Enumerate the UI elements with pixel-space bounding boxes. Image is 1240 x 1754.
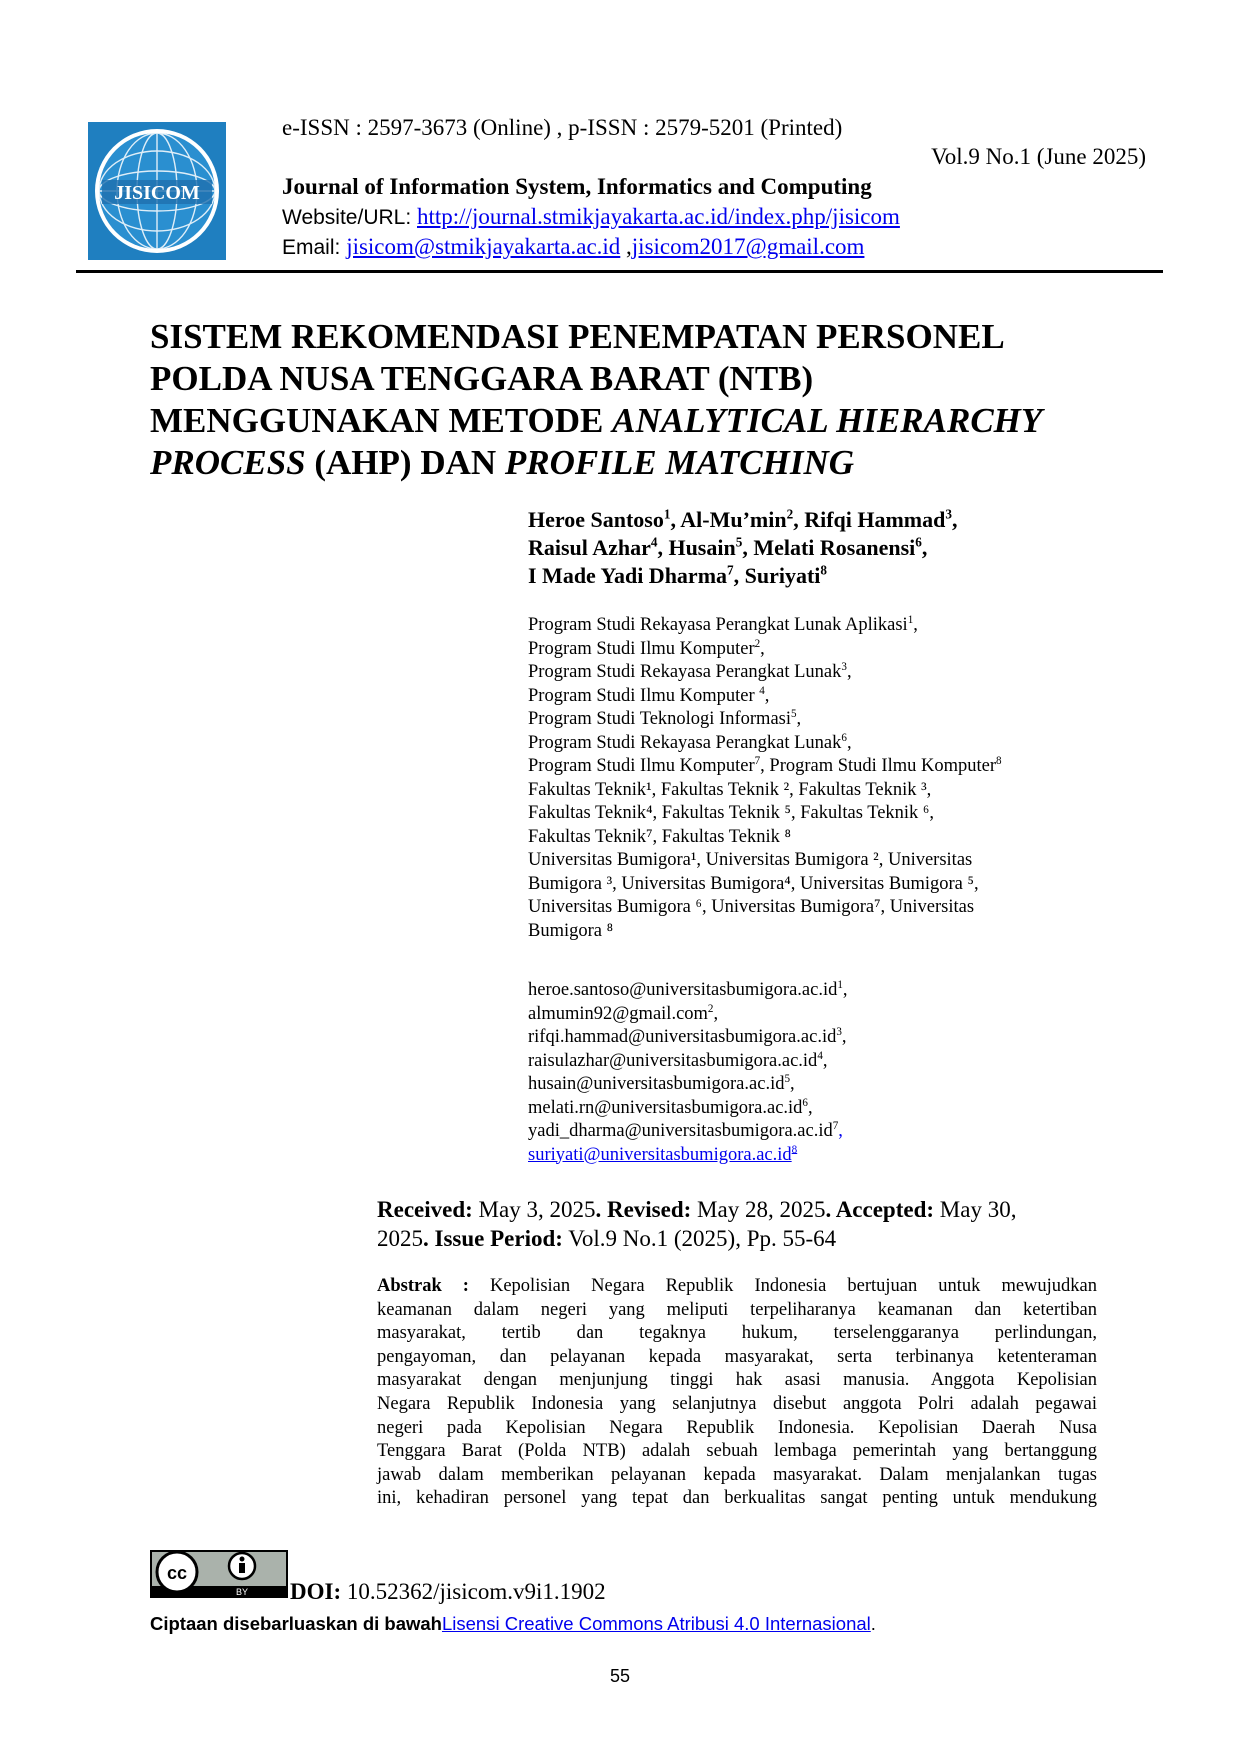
received-label: Received: — [377, 1197, 473, 1222]
title-line-3-normal: MENGGUNAKAN METODE — [150, 401, 613, 440]
email-sup: 3 — [836, 1025, 842, 1038]
author-name: Raisul Azhar — [528, 535, 651, 560]
title-line-3-italic: ANALYTICAL HIERARCHY — [612, 401, 1043, 440]
email-text: yadi_dharma@universitasbumigora.ac.id — [528, 1121, 833, 1141]
email-sup: 4 — [817, 1049, 823, 1062]
page-number: 55 — [609, 1666, 631, 1686]
author-list — [528, 506, 1148, 590]
university-line: Universitas Bumigora ⁶, Universitas Bumigora⁷, Universitas — [528, 897, 975, 917]
author-sep: , — [921, 535, 928, 560]
email-tail: , — [842, 980, 848, 1000]
email-text: heroe.santoso@universitasbumigora.ac.id — [528, 980, 838, 1000]
author-name: Rifqi Hammad — [804, 507, 946, 532]
university-line: Bumigora ⁸ — [528, 920, 614, 941]
author-sep: , — [657, 535, 669, 560]
author-name: Suriyati — [744, 563, 821, 588]
program-sup: 1 — [907, 613, 914, 626]
program-text: Program Studi Teknologi Informasi — [528, 709, 791, 729]
issue-period: Vol.9 No.1 (2025), Pp. 55-64 — [562, 1226, 837, 1251]
website-line — [282, 202, 900, 233]
program-line — [528, 755, 1068, 779]
faculty-line: Fakultas Teknik⁴, Fakultas Teknik ⁵, Fakultas Teknik ⁶, — [528, 803, 934, 823]
revised-label: . Revised: — [595, 1197, 692, 1222]
faculty-line: Fakultas Teknik¹, Fakultas Teknik ², Fakultas Teknik ³, — [528, 779, 932, 800]
author-sup: 1 — [663, 506, 671, 522]
program-text: Program Studi Rekayasa Perangkat Lunak — [528, 662, 842, 682]
author-sup: 2 — [786, 506, 794, 522]
abstract-line: Negara Republik Indonesia yang selanjutnya disebut anggota Polri adalah pegawai — [377, 1393, 1097, 1414]
program-line — [528, 708, 1068, 732]
program-sup: 8 — [996, 754, 1002, 767]
author-line-3 — [528, 562, 1148, 590]
program-sup: 2 — [754, 637, 761, 650]
website-label: Website/URL: — [282, 206, 417, 229]
author-name: I Made Yadi Dharma — [528, 563, 728, 588]
email-tail: , — [841, 1027, 847, 1047]
author-sep: , — [742, 535, 754, 560]
email-tail: , — [822, 1050, 828, 1071]
email-item — [528, 1073, 1068, 1097]
author-sup: 8 — [820, 562, 828, 578]
revised-date: May 28, 2025 — [691, 1197, 826, 1222]
program-line — [528, 661, 1068, 685]
author-name: Heroe Santoso — [528, 507, 664, 532]
email-text: melati.rn@universitasbumigora.ac.id — [528, 1097, 803, 1118]
paper-title — [150, 316, 1110, 484]
program-tail: , Program Studi Ilmu Komputer — [760, 756, 997, 776]
author-name: Melati Rosanensi — [753, 535, 916, 560]
program-tail: , — [846, 732, 852, 753]
author-name: Al-Mu’min — [680, 507, 787, 532]
title-line-3 — [150, 400, 1110, 442]
email-link-2[interactable]: jisicom2017@gmail.com — [631, 234, 865, 259]
cc-text: cc — [166, 1563, 188, 1583]
author-sup: 4 — [650, 534, 658, 550]
email-sup: 7 — [832, 1119, 839, 1132]
program-sup: 7 — [754, 754, 761, 767]
abstract-line: keamanan dalam negeri yang meliputi terpeliharanya keamanan dan ketertiban — [377, 1299, 1097, 1320]
author-emails — [528, 979, 1068, 1167]
author-sup: 3 — [945, 506, 952, 522]
author-line-1 — [528, 506, 1148, 534]
abstract-line — [377, 1275, 1097, 1299]
abstract-line: masyarakat dengan menjunjung tinggi hak asasi manusia. Anggota Kepolisian — [377, 1370, 1097, 1391]
abstract-line: pengayoman, dan pelayanan kepada masyarakat, serta terbinanya ketenteraman — [377, 1346, 1097, 1367]
program-tail: , — [796, 709, 802, 729]
email-text: rifqi.hammad@universitasbumigora.ac.id — [528, 1027, 837, 1047]
logo-text: JISICOM — [114, 182, 200, 204]
author-sep: , — [951, 507, 958, 532]
program-tail: , — [846, 662, 852, 682]
email-sup: 8 — [791, 1143, 798, 1156]
affiliation-programs — [528, 614, 1068, 943]
program-line — [528, 638, 1068, 662]
program-text: Program Studi Ilmu Komputer — [528, 638, 755, 659]
title-line-4-italic-2: PROFILE MATCHING — [504, 443, 855, 482]
author-sup: 6 — [915, 534, 922, 550]
accepted-label: . Accepted: — [825, 1197, 935, 1222]
email-sup: 6 — [802, 1096, 808, 1109]
title-line-2: POLDA NUSA TENGGARA BARAT (NTB) — [150, 359, 814, 398]
email-sup: 5 — [784, 1072, 790, 1085]
email-label: Email: — [282, 236, 347, 259]
faculty-line: Fakultas Teknik⁷, Fakultas Teknik ⁸ — [528, 826, 791, 847]
program-line — [528, 732, 1068, 756]
article-dates — [377, 1195, 1077, 1253]
email-sup: 2 — [707, 1002, 714, 1015]
email-tail: , — [838, 1121, 843, 1141]
abstract-text: Kepolisian Negara Republik Indonesia bertujuan untuk mewujudkan — [489, 1276, 1098, 1296]
email-item — [528, 979, 1068, 1003]
license-link[interactable]: Lisensi Creative Commons Atribusi 4.0 Internasional — [441, 1613, 871, 1634]
email-item — [528, 1026, 1068, 1050]
abstract-line: jawab dalam memberikan pelayanan kepada masyarakat. Dalam menjalankan tugas — [377, 1464, 1097, 1485]
email-item[interactable] — [528, 1144, 1068, 1168]
abstract-line: Tenggara Barat (Polda NTB) adalah sebuah lembaga pemerintah yang bertanggung — [377, 1441, 1097, 1462]
email-tail: , — [790, 1074, 795, 1094]
program-sup: 6 — [841, 731, 847, 744]
email-text: husain@universitasbumigora.ac.id — [528, 1074, 785, 1094]
license-suffix: . — [870, 1613, 876, 1634]
author-sup: 7 — [727, 562, 734, 578]
email-line — [282, 232, 864, 263]
program-text: Program Studi Rekayasa Perangkat Lunak Aplikasi — [528, 615, 908, 635]
email-text: raisulazhar@universitasbumigora.ac.id — [528, 1050, 818, 1071]
abstract-line: negeri pada Kepolisian Negara Republik Indonesia. Kepolisian Daerah Nusa — [377, 1417, 1097, 1438]
title-line-1: SISTEM REKOMENDASI PENEMPATAN PERSONEL — [150, 317, 1005, 356]
university-line: Universitas Bumigora¹, Universitas Bumigora ², Universitas — [528, 850, 973, 870]
program-sup: 3 — [841, 660, 847, 673]
program-text: Program Studi Ilmu Komputer — [528, 685, 760, 706]
accepted-date: May 30, — [934, 1197, 1017, 1222]
university-line: Bumigora ³, Universitas Bumigora⁴, Universitas Bumigora ⁵, — [528, 873, 979, 894]
license-prefix: Ciptaan disebarluaskan di bawah — [150, 1613, 442, 1634]
author-sep: , — [670, 507, 681, 532]
email-item — [528, 1050, 1068, 1074]
author-sup: 5 — [735, 534, 743, 550]
program-tail: , — [913, 615, 918, 635]
title-line-4-normal: (AHP) DAN — [305, 443, 505, 482]
email-separator: , — [620, 234, 632, 259]
header-rule — [76, 270, 1163, 273]
program-line — [528, 685, 1068, 709]
license-line — [150, 1612, 876, 1636]
email-tail: , — [713, 1003, 719, 1024]
program-line — [528, 614, 1068, 638]
issn-line: e-ISSN : 2597-3673 (Online) , p-ISSN : 2579-5201 (Printed) — [282, 115, 843, 140]
author-name: Husain — [668, 535, 736, 560]
abstract — [377, 1275, 1097, 1511]
author-line-2 — [528, 534, 1148, 562]
issue-label: . Issue Period: — [423, 1226, 563, 1251]
accepted-year: 2025 — [377, 1226, 423, 1251]
program-sup: 5 — [791, 707, 797, 720]
author-sep: , — [733, 563, 745, 588]
cc-by-badge[interactable] — [150, 1550, 288, 1598]
received-date: May 3, 2025 — [472, 1197, 596, 1222]
program-tail: , — [760, 638, 765, 659]
email-text: almumin92@gmail.com — [528, 1003, 708, 1024]
program-text: Program Studi Ilmu Komputer — [528, 756, 755, 776]
email-tail: , — [807, 1097, 813, 1118]
author-sep: , — [793, 507, 805, 532]
website-link[interactable]: http://journal.stmikjayakarta.ac.id/index.php/jisicom — [417, 204, 900, 229]
by-text: BY — [235, 1587, 249, 1597]
title-line-4 — [150, 442, 1110, 484]
email-item — [528, 1097, 1068, 1121]
doi-value: 10.52362/jisicom.v9i1.1902 — [341, 1579, 606, 1604]
journal-name: Journal of Information System, Informatics and Computing — [282, 174, 872, 199]
doi-line — [290, 1578, 606, 1606]
email-link-1[interactable]: jisicom@stmikjayakarta.ac.id — [346, 234, 621, 259]
program-tail: , — [764, 685, 770, 706]
title-line-4-italic-1: PROCESS — [150, 443, 306, 482]
abstract-line: ini, kehadiran personel yang tepat dan berkualitas sangat penting untuk mendukung — [377, 1488, 1097, 1509]
doi-label: DOI: — [290, 1579, 342, 1604]
email-sup: 1 — [837, 978, 843, 991]
abstract-line: masyarakat, tertib dan tegaknya hukum, terselenggaranya perlindungan, — [377, 1323, 1097, 1344]
email-item — [528, 1003, 1068, 1027]
email-link[interactable]: suriyati@universitasbumigora.ac.id — [528, 1144, 792, 1165]
email-item — [528, 1120, 1068, 1144]
program-text: Program Studi Rekayasa Perangkat Lunak — [528, 732, 842, 753]
program-sup: 4 — [759, 684, 765, 697]
volume-line: Vol.9 No.1 (June 2025) — [931, 144, 1146, 169]
abstract-label: Abstrak : — [377, 1276, 469, 1296]
